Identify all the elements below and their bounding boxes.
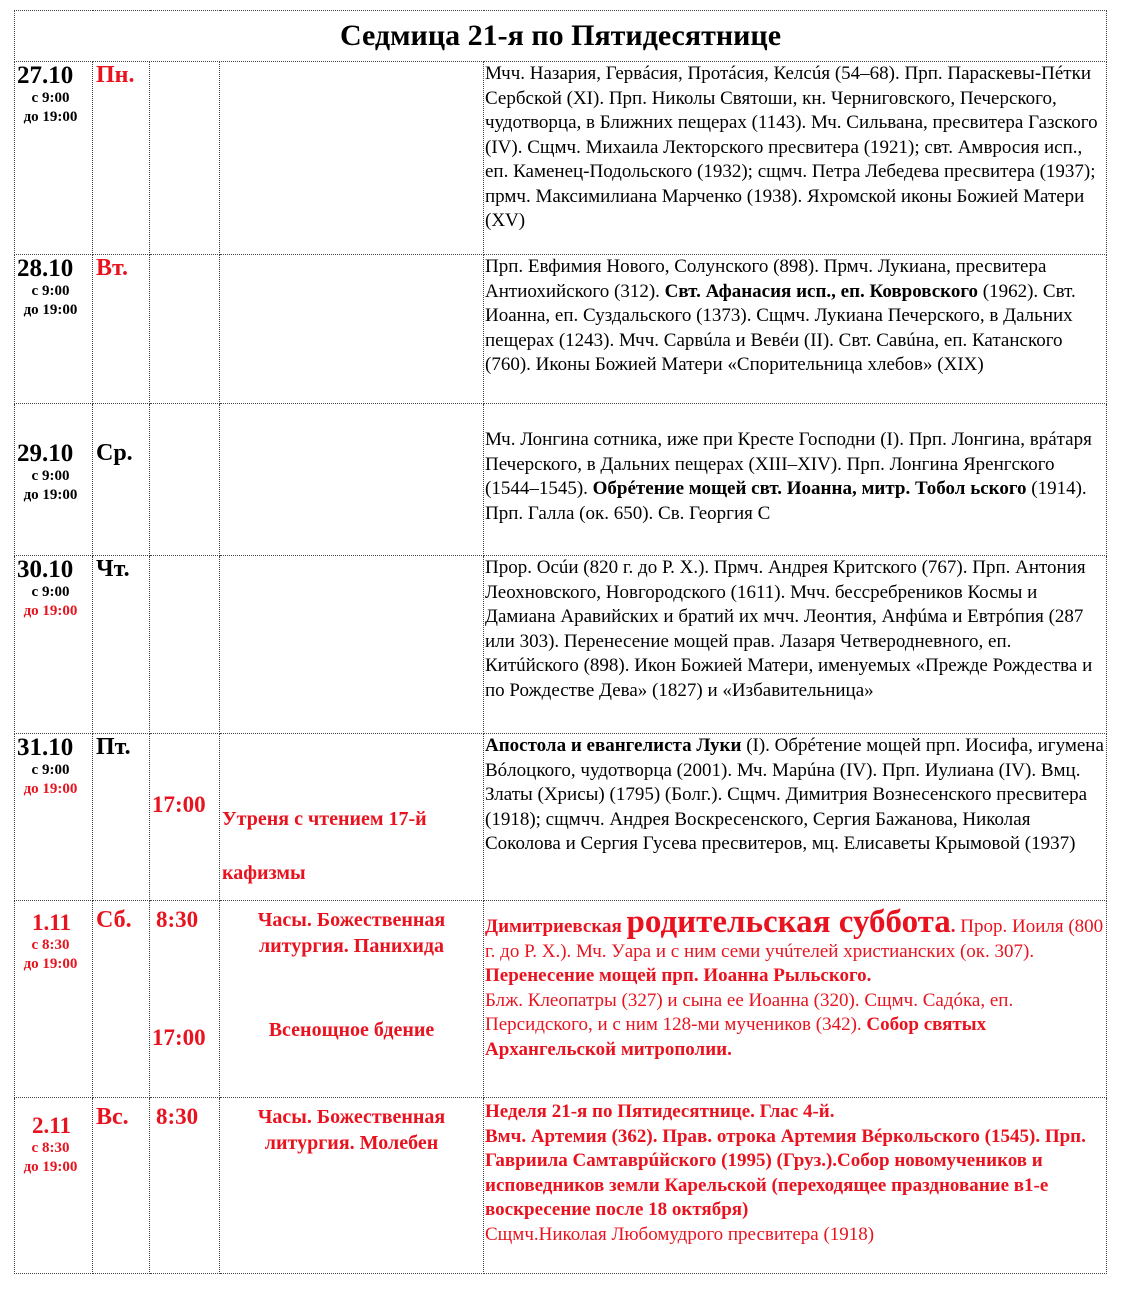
saints-cell — [484, 255, 1107, 404]
date-cell — [15, 901, 93, 1098]
date: 28.10 — [17, 255, 74, 282]
saints-segment: Прор. Иоиля (800 г. до Р. Х.). Мч. Уара и с ним семи учúтелей христианских (ок. 307). — [485, 916, 1104, 962]
day-cell — [93, 62, 150, 255]
service-name: Утреня с чтением 17-й — [222, 808, 427, 830]
hours-to: до 19:00 — [23, 956, 78, 972]
saints-segment: Неделя 21-я по Пятидесятнице. Глас 4-й. — [485, 1101, 835, 1122]
date: 29.10 — [17, 440, 74, 467]
saints-text — [484, 734, 1106, 857]
day-cell — [93, 255, 150, 404]
day-cell — [93, 901, 150, 1098]
saints-segment: Димитриевская — [485, 916, 627, 937]
service-cell — [220, 556, 484, 734]
saints-text — [484, 428, 1106, 526]
day-cell — [93, 734, 150, 901]
date-cell — [15, 404, 93, 556]
saints-cell — [484, 404, 1107, 556]
table-row — [15, 1098, 1107, 1274]
table-row — [15, 901, 1107, 1098]
page-title: Седмица 21-я по Пятидесятнице — [15, 11, 1107, 62]
day-cell — [93, 404, 150, 556]
service-time: 8:30 — [156, 1104, 199, 1129]
hours-from: с 9:00 — [31, 283, 70, 299]
saints-text — [484, 556, 1106, 703]
hours-to: до 19:00 — [23, 109, 78, 125]
time-cell — [150, 404, 220, 556]
weekday: Вс. — [96, 1104, 129, 1130]
table-row — [15, 734, 1107, 901]
saints-cell — [484, 901, 1107, 1098]
saints-segment: Собор святых Архангельской митрополии. — [485, 1014, 987, 1060]
day-cell — [93, 1098, 150, 1274]
saints-text — [484, 1100, 1106, 1247]
saints-cell — [484, 734, 1107, 901]
hours-from: с 9:00 — [31, 468, 70, 484]
service-time: 8:30 — [156, 907, 199, 932]
time-cell — [150, 255, 220, 404]
date: 30.10 — [17, 556, 74, 583]
saints-segment: Вмч. Артемия (362). Прав. отрока Артемия Вéркольского (1545). Прп. Гавриила Самтаврúйского (1995) (Груз.).Собор новомучеников и исповедников земли Карельской (переходящее празднование в1-е воскресение после 18 октября) — [485, 1125, 1086, 1220]
weekday: Пт. — [96, 734, 131, 760]
saints-segment: Сщмч.Николая Любомудрого пресвитера (1918) — [485, 1223, 875, 1245]
weekday: Пн. — [96, 62, 135, 88]
weekday: Сб. — [96, 907, 132, 933]
service-name-evening: Всенощное бдение — [268, 1019, 435, 1041]
time-cell — [150, 901, 220, 1098]
service-cell — [220, 255, 484, 404]
saints-text — [484, 62, 1106, 234]
hours-to: до 19:00 — [23, 603, 78, 619]
saints-segment: Блж. Клеопатры (327) и сына ее Иоанна (320). Сщмч. Садóка, еп. Персидского, и с ним 128-ми мучеников (342). — [485, 989, 1014, 1035]
saints-segment: родительская суббота — [626, 904, 951, 940]
weekday: Ср. — [96, 440, 133, 466]
saints-segment: Мч. Лонгина сотника, иже при Кресте Господни (I). Прп. Лонгина, врáтаря Печерского, в Дальних пещерах (XIII–XIV). Прп. Лонгина Яренгского (1544–1545). — [485, 429, 1092, 499]
service-cell — [220, 901, 484, 1098]
date-cell — [15, 734, 93, 901]
saints-text — [484, 904, 1106, 1062]
table-row — [15, 255, 1107, 404]
service-name: Часы. Божественная литургия. Молебен — [257, 1106, 446, 1154]
saints-segment: Свт. Афанасия исп., еп. Ковровского — [664, 280, 979, 302]
hours-to: до 19:00 — [23, 781, 78, 797]
service-name-cont: кафизмы — [222, 862, 306, 884]
saints-segment: Перенесение мощей прп. Иоанна Рыльского. — [485, 965, 872, 986]
saints-text — [484, 255, 1106, 378]
saints-cell — [484, 1098, 1107, 1274]
time-cell — [150, 62, 220, 255]
date-cell — [15, 1098, 93, 1274]
saints-cell — [484, 62, 1107, 255]
saints-segment: Мчч. Назария, Гервáсия, Протáсия, Келсúя (54–68). Прп. Параскевы-Пéтки Сербской (XI). Прп. Николы Святоши, кн. Черниговского, Печерского, чудотворца, в Ближних пещерах (1143). Мч. Сильвана, пресвитера Газского (IV). Сщмч. Михаила Лекторского пресвитера (1921); свт. Амвросия исп., еп. Каменец-Подольского (1932); сщмч. Петра Лебедева пресвитера (1937); прмч. Максимилиана Марченко (1938). Яхромской иконы Божией Матери (XV) — [485, 63, 1098, 231]
hours-from: с 9:00 — [31, 762, 70, 778]
date-cell — [15, 62, 93, 255]
service-cell — [220, 734, 484, 901]
service-cell — [220, 404, 484, 556]
saints-cell — [484, 556, 1107, 734]
saints-segment: Обрéтение мощей свт. Иоанна, митр. Тобол ьского — [592, 478, 1027, 499]
saints-segment: (I). Обрéтение мощей прп. Иосифа, игумена Вóлоцкого, чудотворца (2001). Мч. Марúна (IV). Прп. Иулиана (IV). Вмц. Златы (Хрисы) (1795) (Болг.). Сщмч. Димитрия Вознесенского пресвитера (1918); сщмчч. Андрея Воскресенского, Сергия Бажанова, Николая Соколова и Сергия Гусева пресвитеров, мц. Елисаветы Крымовой (1937) — [485, 735, 1104, 854]
hours-to: до 19:00 — [23, 1159, 78, 1175]
date: 31.10 — [17, 734, 74, 761]
date: 1.11 — [32, 910, 71, 935]
saints-segment: Прп. Евфимия Нового, Солунского (898). Прмч. Лукиана, пресвитера Антиохийского (312). — [485, 256, 1047, 302]
saints-segment: (1962). Свт. Иоанна, еп. Суздальского (1373). Сщмч. Лукиана Печерского, в Дальних пещерах (1243). Мчч. Сарвúла и Вевéи (II). Свт. Савúна, еп. Катанского (760). Иконы Божией Матери «Спорительница хлебов» (XIX) — [485, 280, 1076, 375]
weekday: Вт. — [96, 255, 128, 281]
time-cell — [150, 734, 220, 901]
service-time: 17:00 — [152, 792, 206, 817]
saints-segment: Апостола и евангелиста Луки — [485, 735, 742, 756]
time-cell — [150, 1098, 220, 1274]
table-row — [15, 404, 1107, 556]
hours-from: с 9:00 — [31, 90, 70, 106]
weekday: Чт. — [96, 556, 130, 582]
hours-to: до 19:00 — [23, 302, 78, 318]
table-row — [15, 556, 1107, 734]
service-time-evening: 17:00 — [152, 1025, 206, 1050]
service-name: Часы. Божественная литургия. Панихида — [257, 909, 446, 957]
hours-from: с 9:00 — [31, 584, 70, 600]
date-cell — [15, 556, 93, 734]
date: 27.10 — [17, 62, 74, 89]
hours-to: до 19:00 — [23, 487, 78, 503]
service-cell — [220, 1098, 484, 1274]
time-cell — [150, 556, 220, 734]
date: 2.11 — [32, 1113, 71, 1138]
hours-from: с 8:30 — [31, 937, 70, 953]
day-cell — [93, 556, 150, 734]
saints-segment: . — [950, 916, 961, 937]
hours-from: с 8:30 — [31, 1140, 70, 1156]
table-row — [15, 62, 1107, 255]
saints-segment: (1914). Прп. Галла (ок. 650). Св. Георгия С — [485, 478, 1087, 524]
date-cell — [15, 255, 93, 404]
service-cell — [220, 62, 484, 255]
saints-segment: Прор. Осúи (820 г. до Р. Х.). Прмч. Андрея Критского (767). Прп. Антония Леохновского, Новгородского (1611). Мчч. бессребреников Космы и Дамиана Аравийских и братий их мчч. Леонтия, Анфúма и Евтрóпия (287 или 303). Перенесение мощей прав. Лазаря Четверодневного, еп. Китúйского (898). Икон Божией Матери, именуемых «Прежде Рождества и по Рождестве Дева» (1827) и «Избавительница» — [485, 557, 1093, 701]
schedule-table — [14, 10, 1107, 1274]
